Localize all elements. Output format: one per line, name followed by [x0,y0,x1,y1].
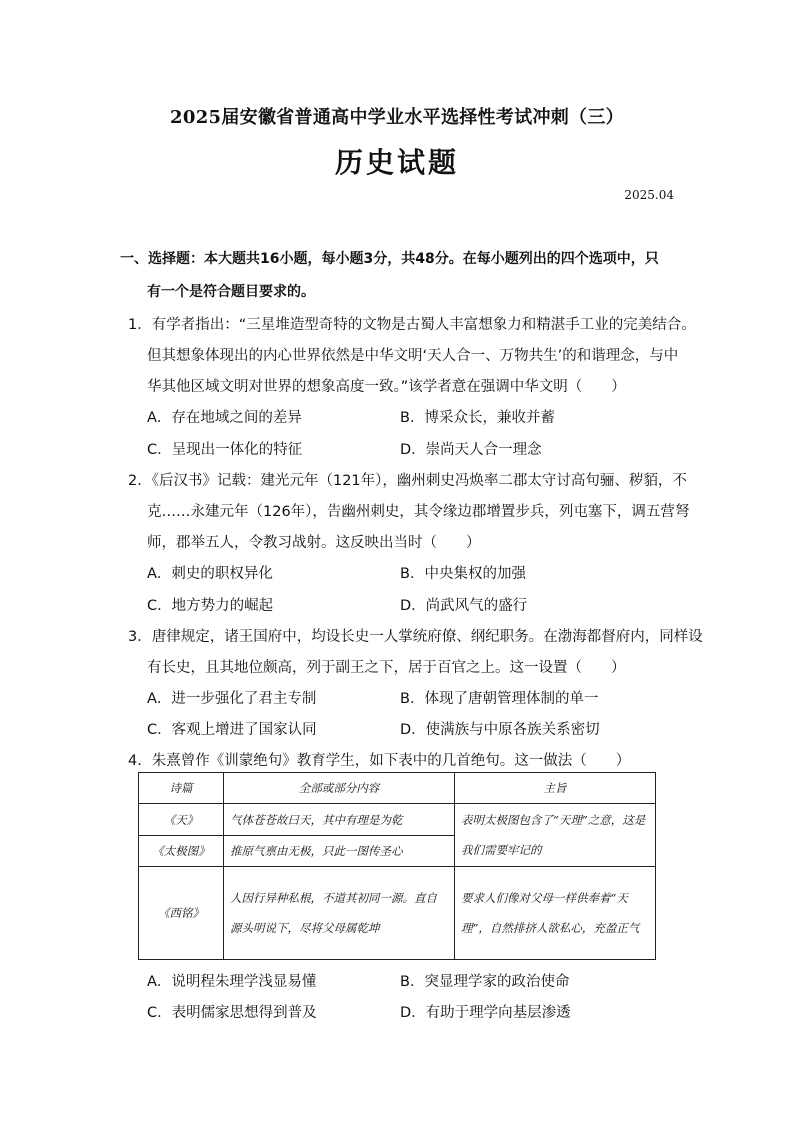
q1-option-d: D．崇尚天人合一理念 [400,442,542,458]
q4-option-b: B．突显理学家的政治使命 [400,974,570,990]
q3-stem-line1: 3．唐律规定，诸王国府中，均设长史一人掌统府僚、纲纪职务。在渤海都督府内，同样设 [128,629,703,645]
poem-content: 人因行异种私根，不道其初同一源。直自源头明说下，尽将父母属乾坤 [224,867,455,960]
q1-option-c: C．呈现出一体化的特征 [147,442,303,458]
q2-option-d: D．尚武风气的盛行 [400,598,528,614]
q3-option-a: A．进一步强化了君主专制 [147,691,317,707]
section-heading-line1: 一、选择题：本大题共16小题，每小题3分，共48分。在每小题列出的四个选项中，只 [120,251,659,267]
q2-option-a: A．刺史的职权异化 [147,566,273,582]
q4-option-c: C．表明儒家思想得到普及 [147,1005,317,1021]
table-header-poem: 诗篇 [139,773,224,804]
q2-stem-line2: 克……永建元年（126年），告幽州刺史，其令缘边郡增置步兵，列屯塞下，调五营弩 [147,504,690,520]
poem-title: 《西铭》 [139,867,224,960]
q4-stem-line1: 4．朱熹曾作《训蒙绝句》教育学生，如下表中的几首绝句。这一做法（ ） [128,753,631,769]
q2-stem-line1: 2．《后汉书》记载：建光元年（121年），幽州刺史冯焕率二郡太守讨高句骊、秽貊，不 [128,473,687,489]
poem-table [138,772,656,960]
exam-date: 2025.04 [624,188,674,202]
q2-option-c: C．地方势力的崛起 [147,598,274,614]
q1-option-b: B．博采众长，兼收并蓄 [400,410,555,426]
poem-title: 《太极图》 [139,836,224,867]
poem-theme: 表明太极图包含了“天理”之意，这是我们需要牢记的 [455,804,656,867]
q3-option-b: B．体现了唐朝管理体制的单一 [400,691,599,707]
q1-option-a: A．存在地域之间的差异 [147,410,302,426]
q1-stem-line1: 1．有学者指出：“三星堆造型奇特的文物是古蜀人丰富想象力和精湛手工业的完美结合。 [128,317,696,333]
poem-theme: 要求人们像对父母一样供奉着“天理”，自然排挤人欲私心，充盈正气 [455,867,656,960]
poem-content: 推原气禀由无极，只此一图传圣心 [224,836,455,867]
q3-stem-line2: 有长史，且其地位颇高，列于副王之下，居于百官之上。这一设置（ ） [147,660,626,676]
q1-stem-line3: 华其他区域文明对世界的想象高度一致。”该学者意在强调中华文明（ ） [147,379,626,395]
q4-option-a: A．说明程朱理学浅显易懂 [147,974,317,990]
table-header-theme: 主旨 [455,773,656,804]
q2-option-b: B．中央集权的加强 [400,566,526,582]
q1-stem-line2: 但其想象体现出的内心世界依然是中华文明‘天人合一、万物共生’的和谐理念，与中 [147,348,679,364]
q2-stem-line3: 师，郡举五人，令教习战射。这反映出当时（ ） [147,535,481,551]
q3-option-d: D．使满族与中原各族关系密切 [400,722,600,738]
table-header-content: 全部或部分内容 [224,773,455,804]
q3-option-c: C．客观上增进了国家认同 [147,722,317,738]
section-heading-line2: 有一个是符合题目要求的。 [147,284,315,300]
q4-option-d: D．有助于理学向基层渗透 [400,1005,571,1021]
poem-content: 气体苍苍故曰天，其中有理是为乾 [224,804,455,836]
poem-title: 《天》 [139,804,224,836]
exam-title: 2025届安徽省普通高中学业水平选择性考试冲刺（三） [170,107,624,128]
subject-title: 历史试题 [334,146,459,179]
